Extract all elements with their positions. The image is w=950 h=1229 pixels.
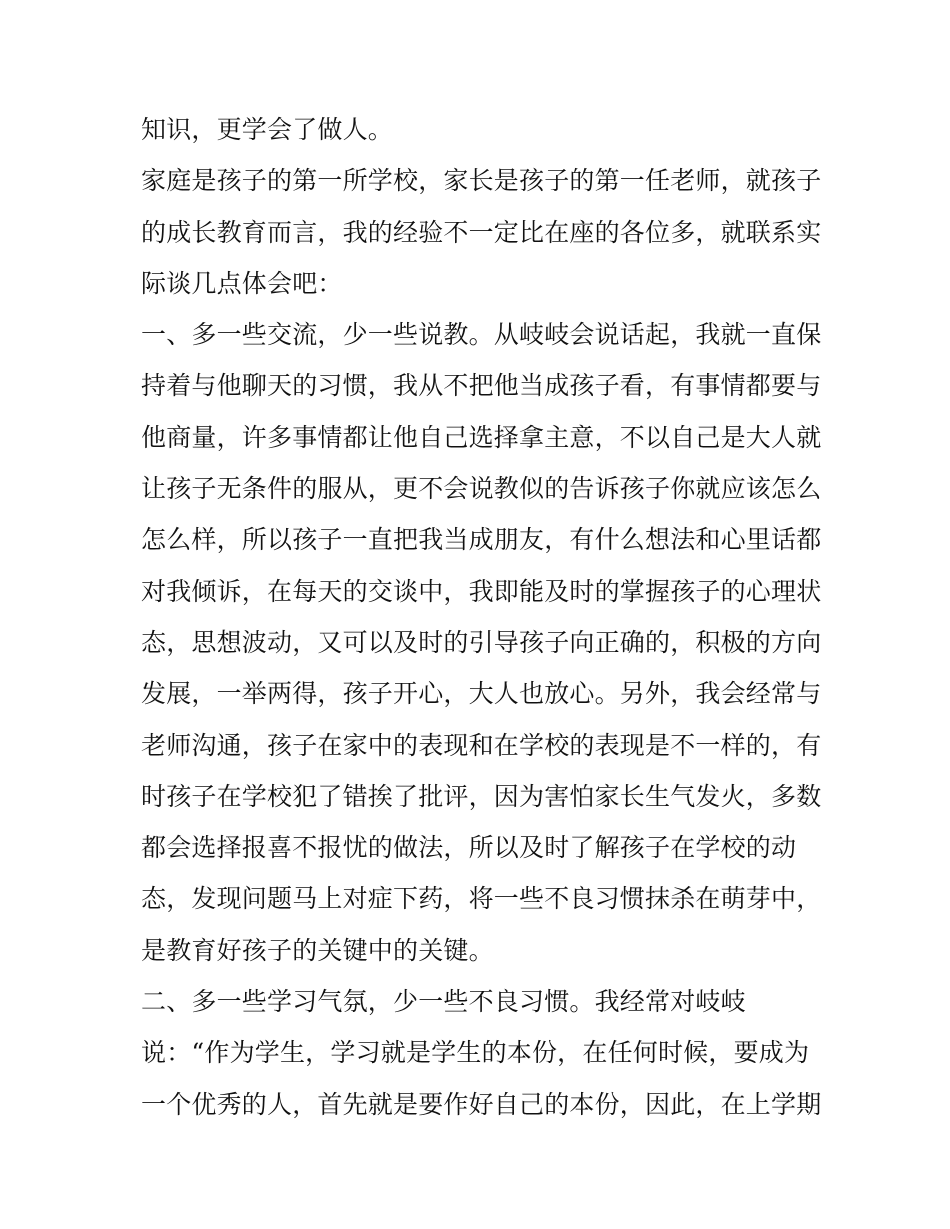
text-line: 二、多一些学习气氛，少一些不良习惯。我经常对岐岐 [141,987,746,1017]
text-line: 持着与他聊天的习惯，我从不把他当成孩子看，有事情都要与 [141,371,822,401]
text-line: 知识，更学会了做人。 [141,115,394,144]
body-text [141,104,821,1130]
text-line: 态，发现问题马上对症下药，将一些不良习惯抹杀在萌芽中， [141,884,822,914]
text-line: 发展，一举两得，孩子开心，大人也放心。另外，我会经常与 [141,679,822,709]
text-line: 都会选择报喜不报忧的做法，所以及时了解孩子在学校的动 [141,833,797,863]
text-line: 老师沟通，孩子在家中的表现和在学校的表现是不一样的，有 [141,730,822,760]
text-line: 让孩子无条件的服从，更不会说教似的告诉孩子你就应该怎么 [141,474,822,504]
text-line: 的成长教育而言，我的经验不一定比在座的各位多，就联系实 [141,217,822,247]
text-line: 时孩子在学校犯了错挨了批评，因为害怕家长生气发火，多数 [141,781,822,811]
text-line: 对我倾诉，在每天的交谈中，我即能及时的掌握孩子的心理状 [141,576,822,606]
text-line: 他商量，许多事情都让他自己选择拿主意，不以自己是大人就 [141,422,822,452]
text-line: 怎么样，所以孩子一直把我当成朋友，有什么想法和心里话都 [141,525,822,555]
text-line: 说：“作为学生，学习就是学生的本份，在任何时候，要成为 [141,1038,810,1068]
text-line: 家庭是孩子的第一所学校，家长是孩子的第一任老师，就孩子 [141,166,822,196]
text-line: 一个优秀的人，首先就是要作好自己的本份，因此，在上学期 [141,1089,822,1119]
text-line: 一、多一些交流，少一些说教。从岐岐会说话起，我就一直保 [141,320,822,350]
text-line: 态，思想波动，又可以及时的引导孩子向正确的，积极的方向 [141,627,822,657]
text-line: 是教育好孩子的关键中的关键。 [141,935,494,965]
text-line: 际谈几点体会吧： [141,268,343,298]
